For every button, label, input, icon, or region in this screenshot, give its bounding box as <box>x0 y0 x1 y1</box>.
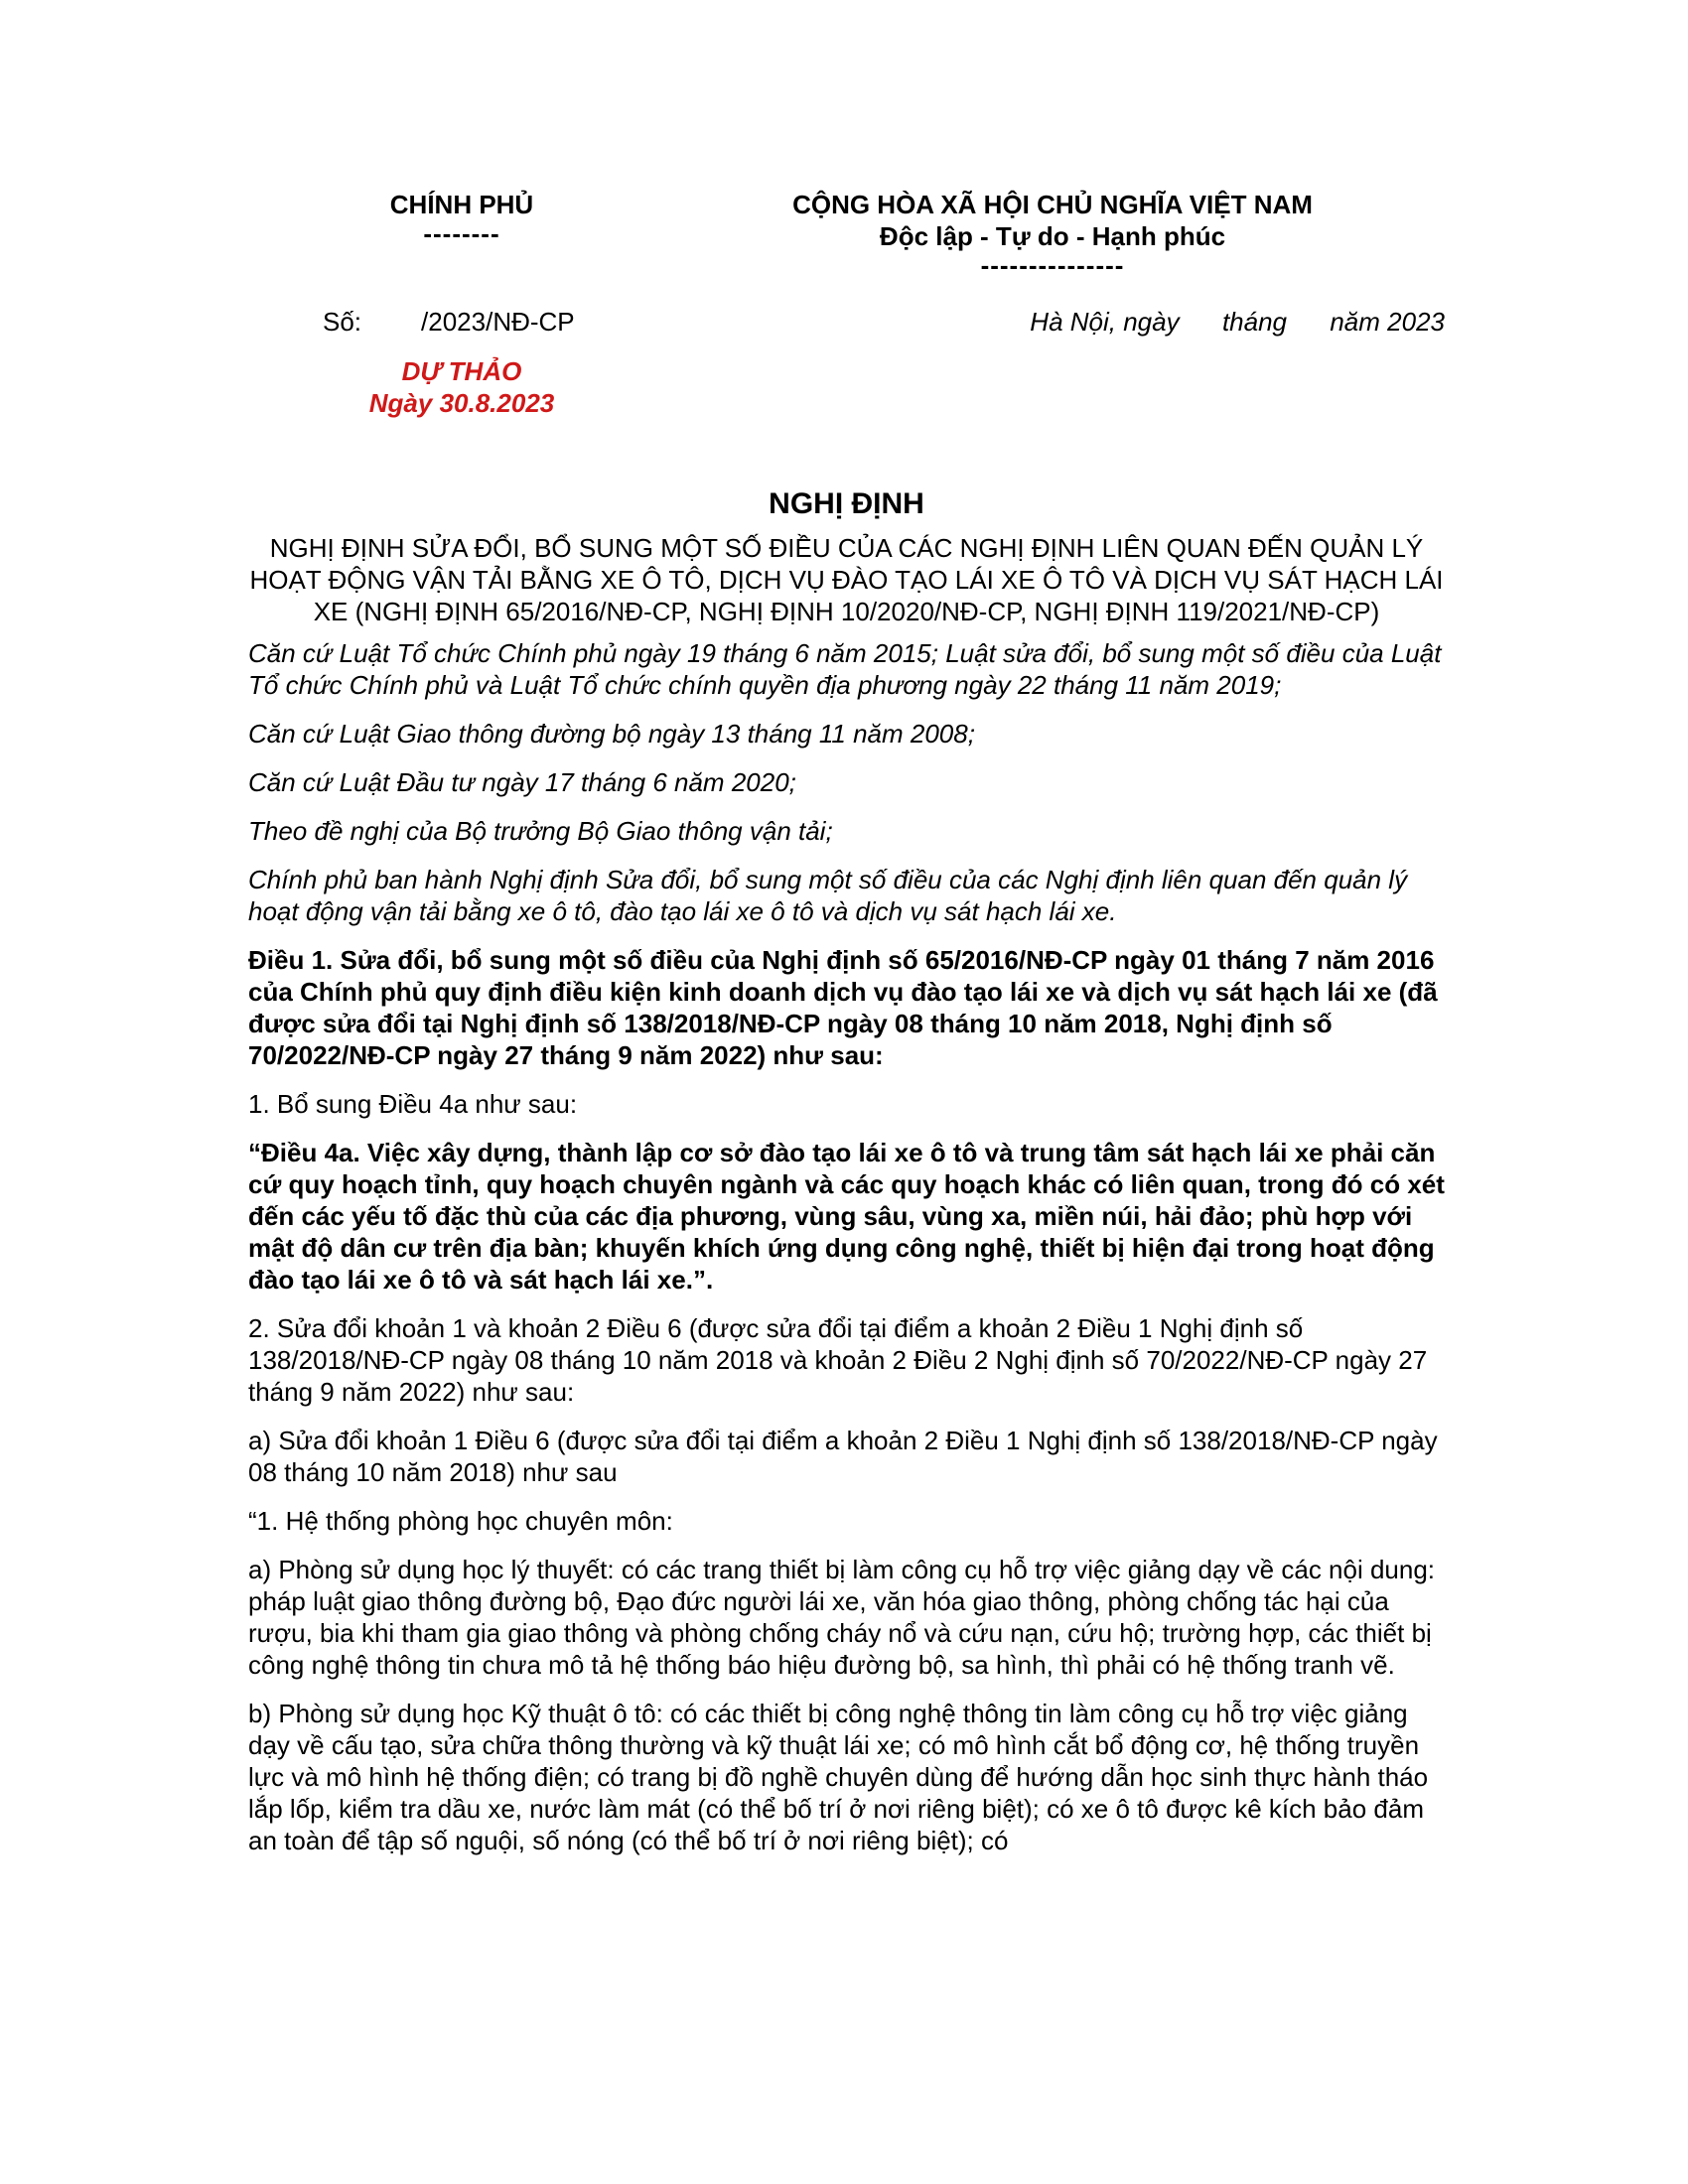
preamble-basis-3: Căn cứ Luật Đầu tư ngày 17 tháng 6 năm 2020; <box>248 767 796 797</box>
motto-divider: --------------- <box>980 250 1125 280</box>
agency-divider: -------- <box>423 218 500 248</box>
issuing-agency: CHÍNH PHỦ <box>389 190 534 219</box>
quoted-point-b: b) Phòng sử dụng học Kỹ thuật ô tô: có các thiết bị công nghệ thông tin làm công cụ hỗ trợ việc giảng dạy về cấu tạo, sửa chữa thông thường và kỹ thuật lái xe; có mô hình cắt bổ động cơ, hệ thống truyền lực và mô hình hệ thống điện; có trang bị đồ nghề chuyên dùng để hướng dẫn học sinh thực hành tháo lắp lốp, kiểm tra dầu xe, nước làm mát (có thể bố trí ở nơi riêng biệt); có xe ô tô được kê kích bảo đảm an toàn để tập số nguội, số nóng (có thể bố trí ở nơi riêng biệt); có <box>248 1699 1429 1855</box>
clause-2: 2. Sửa đổi khoản 1 và khoản 2 Điều 6 (được sửa đổi tại điểm a khoản 2 Điều 1 Nghị định số 138/2018/NĐ-CP ngày 08 tháng 10 năm 2018 và khoản 2 Điều 2 Nghị định số 70/2022/NĐ-CP ngày 27 tháng 9 năm 2022) như sau: <box>248 1313 1428 1407</box>
draft-stamp <box>248 355 675 419</box>
preamble-promulgation: Chính phủ ban hành Nghị định Sửa đổi, bổ sung một số điều của các Nghị định liên quan đến quản lý hoạt động vận tải bằng xe ô tô, đào tạo lái xe ô tô và dịch vụ sát hạch lái xe. <box>248 865 1408 926</box>
preamble-basis-2: Căn cứ Luật Giao thông đường bộ ngày 13 tháng 11 năm 2008; <box>248 719 975 749</box>
preamble-basis-1: Căn cứ Luật Tổ chức Chính phủ ngày 19 tháng 6 năm 2015; Luật sửa đổi, bổ sung một số điều của Luật Tổ chức Chính phủ và Luật Tổ chức chính quyền địa phương ngày 22 tháng 11 năm 2019; <box>248 638 1442 700</box>
country-name: CỘNG HÒA XÃ HỘI CHỦ NGHĨA VIỆT NAM <box>792 190 1313 219</box>
draft-label: DỰ THẢO <box>401 356 522 386</box>
number-value: /2023/NĐ-CP <box>421 307 575 337</box>
preamble-proposal: Theo đề nghị của Bộ trưởng Bộ Giao thông vận tải; <box>248 816 833 846</box>
issuing-agency-block <box>248 189 675 246</box>
national-motto: Độc lập - Tự do - Hạnh phúc <box>879 221 1226 251</box>
document-number <box>323 306 575 338</box>
document-subtitle: NGHỊ ĐỊNH SỬA ĐỔI, BỔ SUNG MỘT SỐ ĐIỀU CỦA CÁC NGHỊ ĐỊNH LIÊN QUAN ĐẾN QUẢN LÝ HOẠT ĐỘNG VẬN TẢI BẰNG XE Ô TÔ, DỊCH VỤ ĐÀO TẠO LÁI XE Ô TÔ VÀ DỊCH VỤ SÁT HẠCH LÁI XE (NGHỊ ĐỊNH 65/2016/NĐ-CP, NGHỊ ĐỊNH 10/2020/NĐ-CP, NGHỊ ĐỊNH 119/2021/NĐ-CP) <box>249 533 1444 626</box>
number-label: Số: <box>323 307 362 337</box>
document-title: NGHỊ ĐỊNH <box>769 487 924 520</box>
quoted-point-a: a) Phòng sử dụng học lý thuyết: có các trang thiết bị làm công cụ hỗ trợ việc giảng dạy về các nội dung: pháp luật giao thông đường bộ, Đạo đức người lái xe, văn hóa giao thông, phòng chống tác hại của rượu, bia khi tham gia giao thông và phòng chống cháy nổ và cứu nạn, cứu hộ; trường hợp, các thiết bị công nghệ thông tin chưa mô tả hệ thống báo hiệu đường bộ, sa hình, thì phải có hệ thống tranh vẽ. <box>248 1555 1436 1680</box>
clause-2a: a) Sửa đổi khoản 1 Điều 6 (được sửa đổi tại điểm a khoản 2 Điều 1 Nghị định số 138/2018/NĐ-CP ngày 08 tháng 10 năm 2018) như sau <box>248 1426 1438 1487</box>
article-4a-text: “Điều 4a. Việc xây dựng, thành lập cơ sở đào tạo lái xe ô tô và trung tâm sát hạch lái xe phải căn cứ quy hoạch tỉnh, quy hoạch chuyên ngành và các quy hoạch khác có liên quan, trong đó có xét đến các yếu tố đặc thù của các địa phương, vùng sâu, vùng xa, miền núi, hải đảo; phù hợp với mật độ dân cư trên địa bàn; khuyến khích ứng dụng công nghệ, thiết bị hiện đại trong hoạt động đào tạo lái xe ô tô và sát hạch lái xe.”. <box>248 1138 1445 1295</box>
quoted-clause-1: “1. Hệ thống phòng học chuyên môn: <box>248 1506 673 1536</box>
document-body <box>248 486 1445 1873</box>
article-1-heading: Điều 1. Sửa đổi, bổ sung một số điều của Nghị định số 65/2016/NĐ-CP ngày 01 tháng 7 năm 2016 của Chính phủ quy định điều kiện kinh doanh dịch vụ đào tạo lái xe và dịch vụ sát hạch lái xe (đã được sửa đổi tại Nghị định số 138/2018/NĐ-CP ngày 08 tháng 10 năm 2018, Nghị định số 70/2022/NĐ-CP ngày 27 tháng 9 năm 2022) như sau: <box>248 945 1438 1070</box>
place-date: Hà Nội, ngày tháng năm 2023 <box>1030 307 1445 337</box>
clause-1: 1. Bổ sung Điều 4a như sau: <box>248 1089 578 1119</box>
national-title-block <box>735 189 1370 278</box>
draft-date: Ngày 30.8.2023 <box>368 388 555 418</box>
